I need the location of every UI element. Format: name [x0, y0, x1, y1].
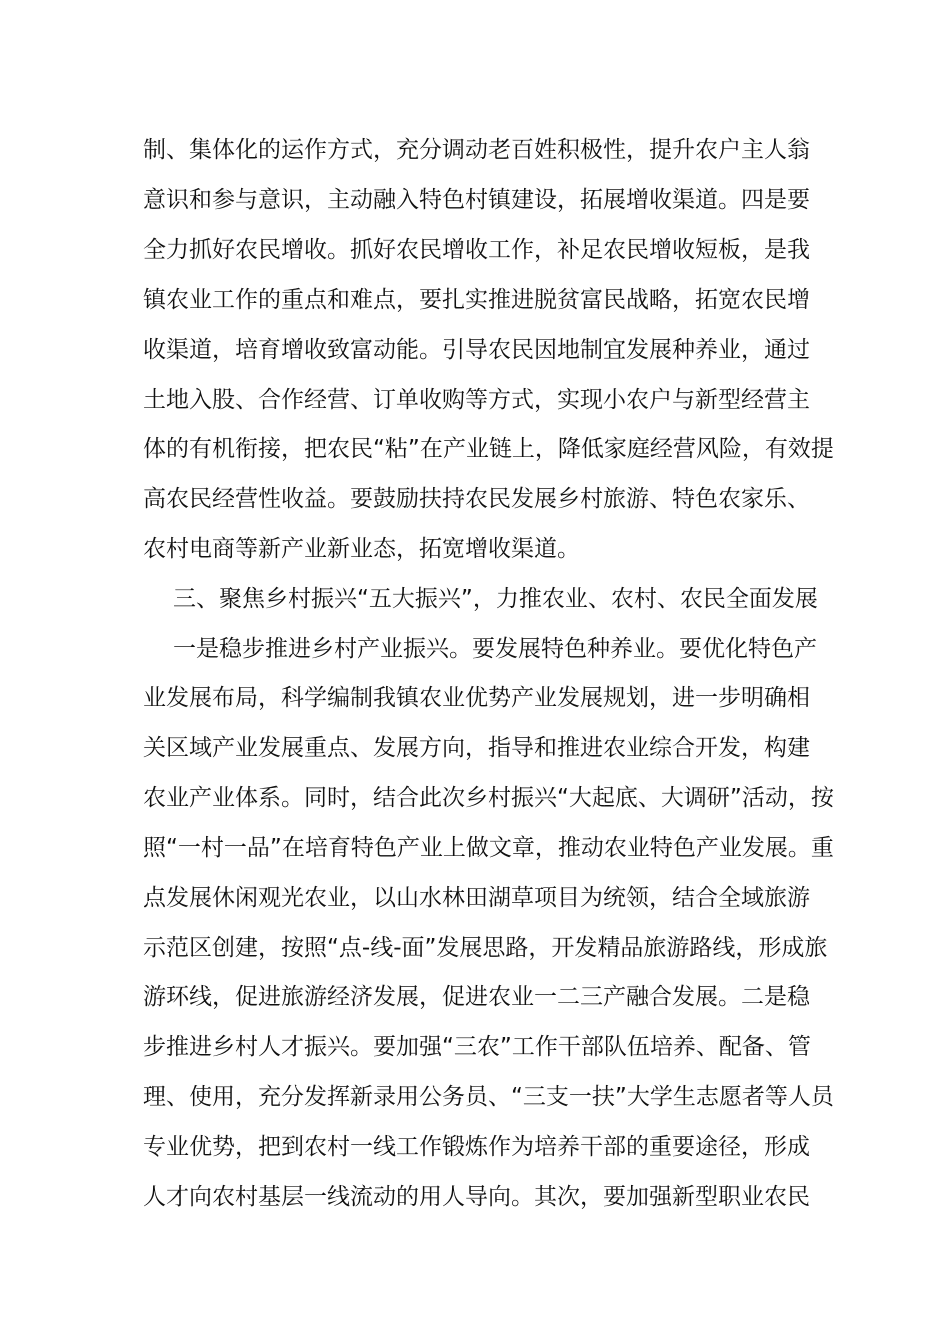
- text-line: 专业优势，把到农村一线工作锻炼作为培养干部的重要途径，形成: [143, 1134, 810, 1160]
- text-line: 步推进乡村人才振兴。要加强“三农”工作干部队伍培养、配备、管: [143, 1034, 811, 1060]
- text-line: 照“一村一品”在培育特色产业上做文章，推动农业特色产业发展。重: [143, 835, 834, 861]
- text-line: 全力抓好农民增收。抓好农民增收工作，补足农民增收短板，是我: [143, 237, 810, 263]
- text-line: 关区域产业发展重点、发展方向，指导和推进农业综合开发，构建: [143, 735, 810, 761]
- text-line: 制、集体化的运作方式，充分调动老百姓积极性，提升农户主人翁: [143, 137, 810, 163]
- text-line: 收渠道，培育增收致富动能。引导农民因地制宜发展种养业，通过: [143, 337, 810, 363]
- text-line: 高农民经营性收益。要鼓励扶持农民发展乡村旅游、特色农家乐、: [143, 486, 810, 512]
- text-line: 点发展休闲观光农业，以山水林田湖草项目为统领，结合全域旅游: [143, 885, 810, 911]
- text-line: 示范区创建，按照“点-线-面”发展思路，开发精品旅游路线，形成旅: [143, 935, 828, 961]
- text-line: 农业产业体系。同时，结合此次乡村振兴“大起底、大调研”活动，按: [143, 785, 834, 811]
- text-line: 业发展布局，科学编制我镇农业优势产业发展规划，进一步明确相: [143, 685, 810, 711]
- paragraph-end-line: 农村电商等新产业新业态，拓宽增收渠道。: [143, 536, 580, 562]
- text-line: 体的有机衔接，把农民“粘”在产业链上，降低家庭经营风险，有效提: [143, 436, 834, 462]
- paragraph-first-line: 一是稳步推进乡村产业振兴。要发展特色种养业。要优化特色产: [173, 636, 817, 662]
- text-line: 土地入股、合作经营、订单收购等方式，实现小农户与新型经营主: [143, 387, 810, 413]
- text-line: 理、使用，充分发挥新录用公务员、“三支一扶”大学生志愿者等人员: [143, 1084, 834, 1110]
- text-line: 镇农业工作的重点和难点，要扎实推进脱贫富民战略，拓宽农民增: [143, 287, 810, 313]
- text-line: 人才向农村基层一线流动的用人导向。其次，要加强新型职业农民: [143, 1184, 810, 1210]
- section-heading: 三、聚焦乡村振兴“五大振兴”，力推农业、农村、农民全面发展: [173, 586, 818, 612]
- text-line: 游环线，促进旅游经济发展，促进农业一二三产融合发展。二是稳: [143, 984, 810, 1010]
- text-line: 意识和参与意识，主动融入特色村镇建设，拓展增收渠道。四是要: [143, 187, 810, 213]
